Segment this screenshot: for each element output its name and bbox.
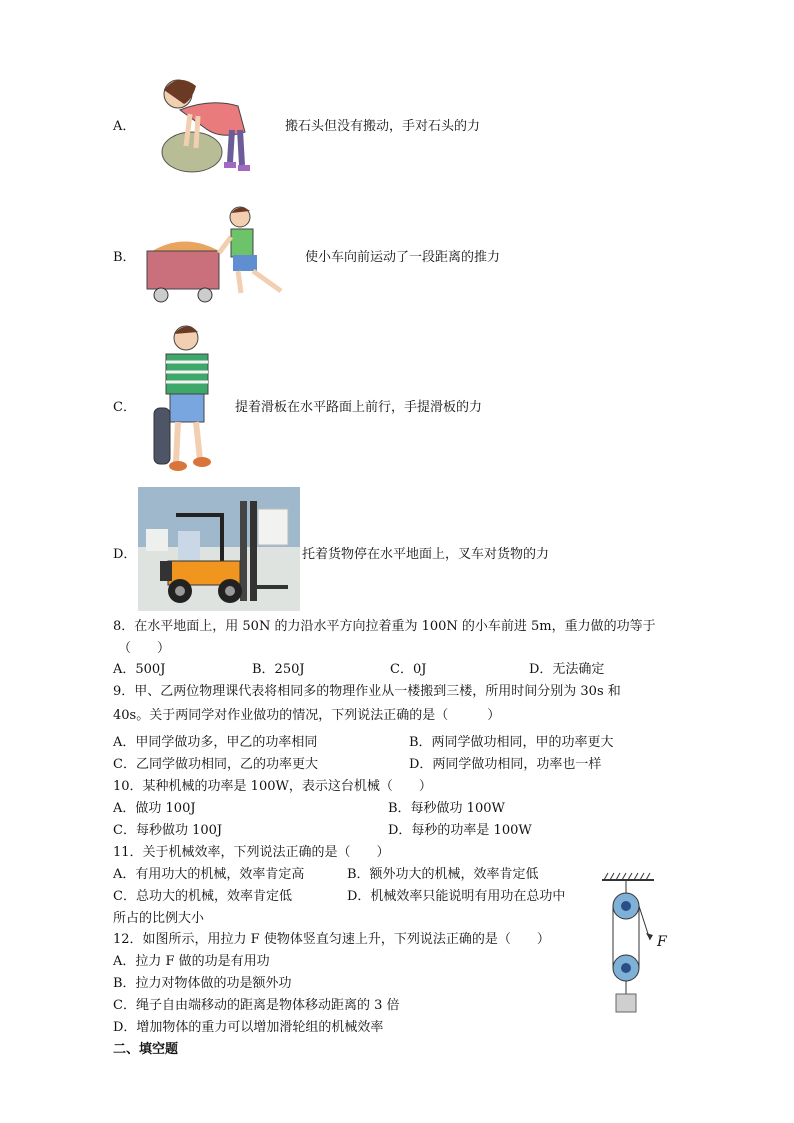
option-d-continued: 所占的比例大小	[113, 911, 205, 926]
option-d: D．无法确定	[529, 662, 605, 677]
section-title: 二、填空题	[113, 1042, 179, 1057]
forklift-photo	[138, 487, 300, 611]
option-b: B．两同学做功相同，甲的功率更大	[409, 735, 614, 750]
option-b: B．拉力对物体做的功是额外功	[113, 976, 292, 991]
option-label: D．	[113, 547, 137, 562]
option-d: D．两同学做功相同，功率也一样	[409, 757, 602, 772]
option-label: A．	[113, 119, 136, 134]
question-stem: 8．在水平地面上，用 50N 的力沿水平方向拉着重为 100N 的小车前进 5m，重力做的功等于	[113, 619, 656, 634]
question-stem: 10．某种机械的功率是 100W，表示这台机械（ ）	[113, 779, 432, 794]
girl-lifting-stone-illustration	[150, 70, 260, 175]
option-d: D．增加物体的重力可以增加滑轮组的机械效率	[113, 1020, 384, 1035]
option-label: C．	[113, 400, 136, 415]
answer-bracket: （ ）	[118, 641, 171, 656]
option-d: D．每秒的功率是 100W	[388, 823, 532, 838]
boy-pushing-cart-illustration	[143, 203, 298, 308]
option-d: D．机械效率只能说明有用功在总功中	[347, 889, 566, 904]
option-text: 使小车向前运动了一段距离的推力	[305, 250, 501, 265]
question-stem-continued: 40s。关于两同学对作业做功的情况，下列说法正确的是（ ）	[113, 708, 501, 723]
option-c: C．总功大的机械，效率肯定低	[113, 889, 292, 904]
option-b: B．250J	[252, 662, 305, 677]
boy-carrying-skateboard-illustration	[152, 322, 220, 482]
force-label-F: F	[657, 934, 667, 950]
option-b: B．每秒做功 100W	[388, 801, 505, 816]
option-c: C．绳子自由端移动的距离是物体移动距离的 3 倍	[113, 998, 400, 1013]
option-a: A．拉力 F 做的功是有用功	[113, 954, 270, 969]
option-text: 提着滑板在水平路面上前行，手提滑板的力	[235, 400, 483, 415]
option-a: A．甲同学做功多，甲乙的功率相同	[113, 735, 318, 750]
option-c: C．0J	[390, 662, 427, 677]
option-a: A．有用功大的机械，效率肯定高	[113, 867, 305, 882]
option-a: A．做功 100J	[113, 801, 196, 816]
option-b: B．额外功大的机械，效率肯定低	[347, 867, 539, 882]
option-label: B．	[113, 250, 136, 265]
question-stem: 12．如图所示，用拉力 F 使物体竖直匀速上升，下列说法正确的是（ ）	[113, 932, 550, 947]
question-stem: 11．关于机械效率，下列说法正确的是（ ）	[113, 845, 390, 860]
question-stem: 9．甲、乙两位物理课代表将相同多的物理作业从一楼搬到三楼，所用时间分别为 30s 和	[113, 684, 621, 699]
option-text: 托着货物停在水平地面上，叉车对货物的力	[302, 547, 550, 562]
option-a: A．500J	[113, 662, 166, 677]
option-text: 搬石头但没有搬动，手对石头的力	[285, 119, 481, 134]
option-c: C．乙同学做功相同，乙的功率更大	[113, 757, 318, 772]
option-c: C．每秒做功 100J	[113, 823, 223, 838]
